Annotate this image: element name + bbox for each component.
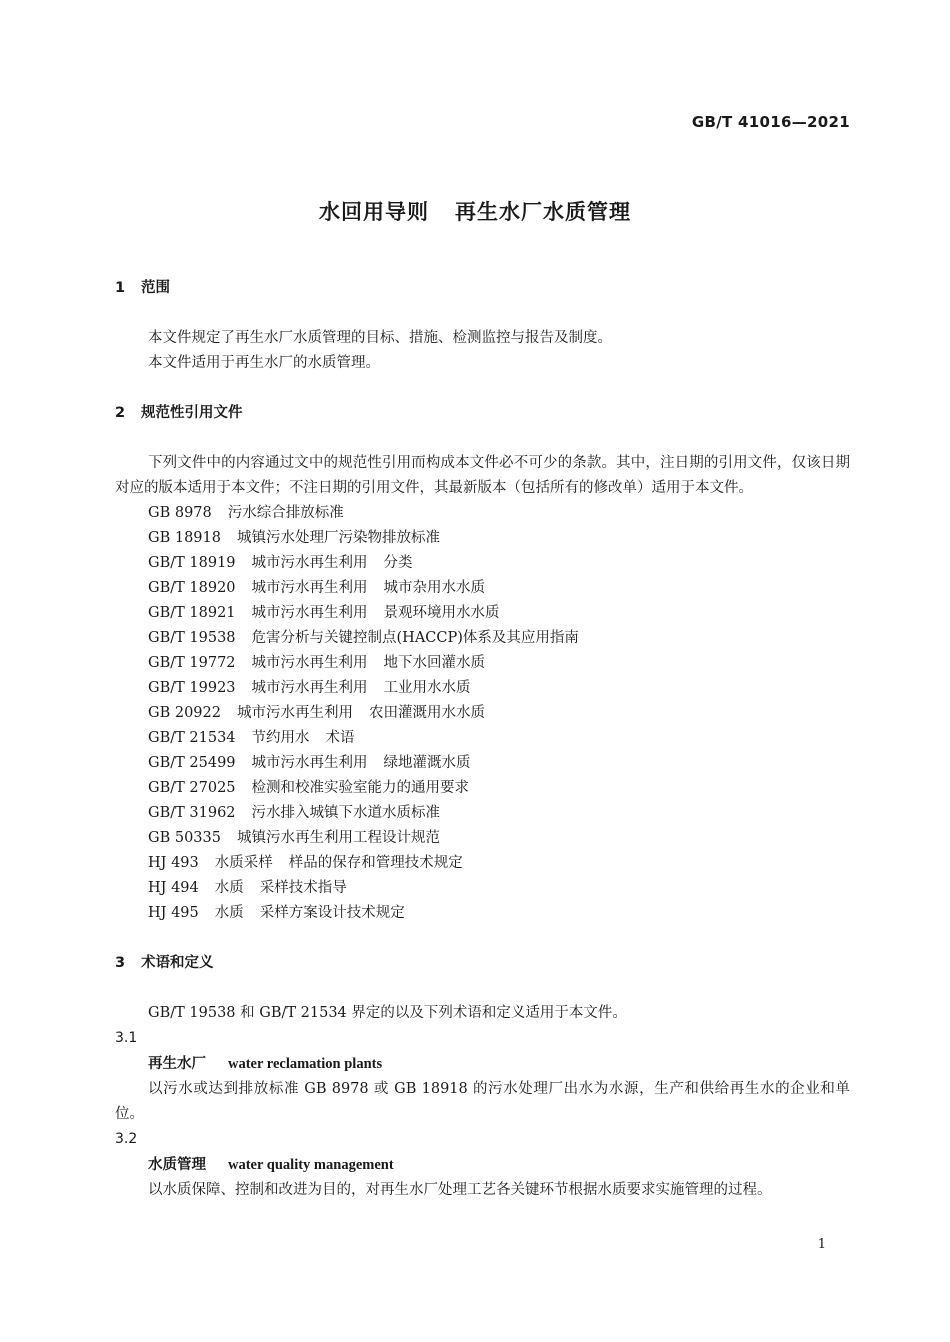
term-english: water reclamation plants bbox=[228, 1056, 383, 1072]
paragraph: GB/T 19538 和 GB/T 21534 界定的以及下列术语和定义适用于本文件。 bbox=[148, 1005, 627, 1021]
section-number: 2 bbox=[115, 405, 126, 421]
paragraph: 本文件适用于再生水厂的水质管理。 bbox=[148, 355, 380, 371]
reference-item bbox=[115, 826, 850, 851]
reference-subtitle: 工业用水水质 bbox=[383, 680, 471, 696]
reference-code: GB/T 31962 bbox=[148, 805, 236, 821]
reference-code: HJ 493 bbox=[148, 855, 199, 871]
term-chinese: 再生水厂 bbox=[148, 1055, 206, 1072]
reference-subtitle: 地下水回灌水质 bbox=[383, 655, 486, 671]
reference-code: GB/T 19538 bbox=[148, 630, 236, 646]
reference-subtitle: 农田灌溉用水水质 bbox=[368, 705, 485, 721]
reference-title: 城镇污水再生利用工程设计规范 bbox=[236, 830, 440, 846]
reference-title: 污水综合排放标准 bbox=[227, 505, 344, 521]
reference-code: GB/T 27025 bbox=[148, 780, 236, 796]
section-number: 3 bbox=[115, 955, 126, 971]
reference-code: GB/T 25499 bbox=[148, 755, 236, 771]
paragraph: 本文件规定了再生水厂水质管理的目标、措施、检测监控与报告及制度。 bbox=[148, 330, 612, 346]
reference-subtitle: 样品的保存和管理技术规定 bbox=[288, 855, 463, 871]
reference-title: 城镇污水处理厂污染物排放标准 bbox=[236, 530, 440, 546]
reference-code: GB/T 18919 bbox=[148, 555, 236, 571]
reference-subtitle: 采样技术指导 bbox=[259, 880, 347, 896]
reference-subtitle: 术语 bbox=[325, 730, 355, 746]
section-number: 1 bbox=[115, 280, 126, 296]
reference-title: 检测和校准实验室能力的通用要求 bbox=[251, 780, 470, 796]
page-number: 1 bbox=[817, 1237, 826, 1252]
reference-code: GB/T 18921 bbox=[148, 605, 236, 621]
reference-subtitle: 采样方案设计技术规定 bbox=[259, 905, 405, 921]
reference-list bbox=[115, 501, 850, 926]
reference-title: 城市污水再生利用 bbox=[236, 705, 353, 721]
term-definition: 以污水或达到排放标准 GB 8978 或 GB 18918 的污水处理厂出水为水源，生产和供给再生水的企业和单位。 bbox=[115, 1081, 850, 1122]
reference-item bbox=[115, 576, 850, 601]
reference-item bbox=[115, 876, 850, 901]
term-entry bbox=[115, 1051, 850, 1077]
reference-code: GB 20922 bbox=[148, 705, 221, 721]
reference-item bbox=[115, 726, 850, 751]
section-title: 范围 bbox=[141, 280, 170, 296]
reference-item bbox=[115, 901, 850, 926]
reference-item bbox=[115, 501, 850, 526]
clause-number: 3.2 bbox=[115, 1131, 138, 1147]
reference-subtitle: 城市杂用水水质 bbox=[383, 580, 486, 596]
reference-title: 城市污水再生利用 bbox=[251, 555, 368, 571]
term-definition: 以水质保障、控制和改进为目的，对再生水厂处理工艺各关键环节根据水质要求实施管理的过程。 bbox=[148, 1182, 772, 1198]
clause-number: 3.1 bbox=[115, 1030, 138, 1046]
reference-title: 城市污水再生利用 bbox=[251, 655, 368, 671]
title-part-2: 再生水厂水质管理 bbox=[455, 200, 631, 224]
reference-subtitle: 绿地灌溉水质 bbox=[383, 755, 471, 771]
reference-code: GB/T 18920 bbox=[148, 580, 236, 596]
reference-item bbox=[115, 801, 850, 826]
reference-code: GB 50335 bbox=[148, 830, 221, 846]
reference-item bbox=[115, 776, 850, 801]
reference-title: 危害分析与关键控制点(HACCP)体系及其应用指南 bbox=[251, 630, 579, 646]
reference-title: 污水排入城镇下水道水质标准 bbox=[251, 805, 441, 821]
reference-title: 水质采样 bbox=[214, 855, 273, 871]
reference-item bbox=[115, 851, 850, 876]
reference-code: GB/T 19923 bbox=[148, 680, 236, 696]
section-3-heading bbox=[115, 951, 850, 976]
section-title: 规范性引用文件 bbox=[141, 405, 243, 421]
term-chinese: 水质管理 bbox=[148, 1156, 206, 1173]
reference-item bbox=[115, 751, 850, 776]
standard-code: GB/T 41016—2021 bbox=[691, 113, 850, 131]
reference-title: 城市污水再生利用 bbox=[251, 680, 368, 696]
term-entry bbox=[115, 1152, 850, 1178]
reference-subtitle: 景观环境用水水质 bbox=[383, 605, 500, 621]
reference-title: 水质 bbox=[214, 880, 244, 896]
section-1-heading bbox=[115, 276, 850, 301]
reference-code: GB/T 19772 bbox=[148, 655, 236, 671]
section-title: 术语和定义 bbox=[141, 955, 214, 971]
reference-code: GB/T 21534 bbox=[148, 730, 236, 746]
reference-item bbox=[115, 526, 850, 551]
document-body bbox=[115, 276, 850, 1203]
reference-item bbox=[115, 676, 850, 701]
reference-title: 节约用水 bbox=[251, 730, 310, 746]
reference-title: 城市污水再生利用 bbox=[251, 605, 368, 621]
section-2-heading bbox=[115, 401, 850, 426]
document-title bbox=[0, 196, 950, 226]
reference-code: GB 18918 bbox=[148, 530, 221, 546]
reference-title: 城市污水再生利用 bbox=[251, 755, 368, 771]
reference-item bbox=[115, 701, 850, 726]
reference-code: HJ 495 bbox=[148, 905, 199, 921]
paragraph: 下列文件中的内容通过文中的规范性引用而构成本文件必不可少的条款。其中，注日期的引用文件，仅该日期对应的版本适用于本文件；不注日期的引用文件，其最新版本（包括所有的修改单）适用于本文件。 bbox=[115, 455, 850, 496]
reference-item bbox=[115, 651, 850, 676]
reference-title: 水质 bbox=[214, 905, 244, 921]
reference-code: HJ 494 bbox=[148, 880, 199, 896]
title-part-1: 水回用导则 bbox=[319, 200, 429, 224]
reference-title: 城市污水再生利用 bbox=[251, 580, 368, 596]
reference-item bbox=[115, 551, 850, 576]
reference-code: GB 8978 bbox=[148, 505, 212, 521]
reference-subtitle: 分类 bbox=[383, 555, 413, 571]
reference-item bbox=[115, 601, 850, 626]
reference-item bbox=[115, 626, 850, 651]
term-english: water quality management bbox=[228, 1157, 394, 1173]
